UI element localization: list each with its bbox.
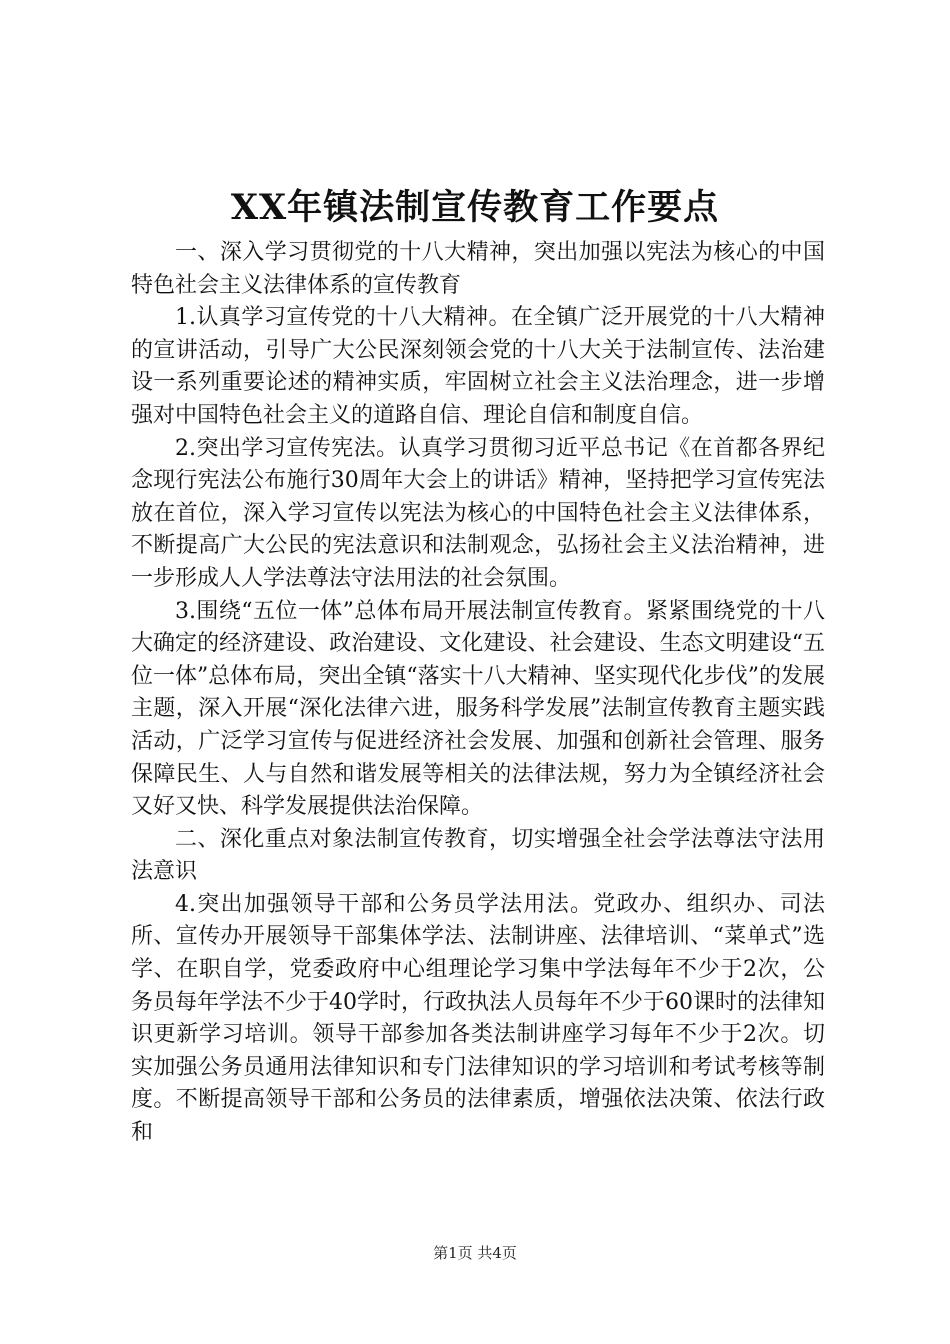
section-heading-1: 一、深入学习贯彻党的十八大精神，突出加强以宪法为核心的中国特色社会主义法律体系的宣传教育 [131,240,825,298]
paragraph-item-2: 2.突出学习宣传宪法。认真学习贯彻习近平总书记《在首都各界纪念现行宪法公布施行30周年大会上的讲话》精神，坚持把学习宣传宪法放在首位，深入学习宣传以宪法为核心的中国特色社会主义法律体系，不断提高广大公民的宪法意识和法制观念，弘扬社会主义法治精神，进一步形成人人学法尊法守法用法的社会氛围。 [131,435,825,591]
document-title: XX年镇法制宣传教育工作要点 [230,187,720,228]
paragraph-item-3: 3.围绕“五位一体”总体布局开展法制宣传教育。紧紧围绕党的十八大确定的经济建设、政治建设、文化建设、社会建设、生态文明建设“五位一体”总体布局，突出全镇“落实十八大精神、坚实现代化步伐”的发展主题，深入开展“深化法律六进，服务科学发展”法制宣传教育主题实践活动，广泛学习宣传与促进经济社会发展、加强和创新社会管理、服务保障民生、人与自然和谐发展等相关的法律法规，努力为全镇经济社会又好又快、科学发展提供法治保障。 [131,598,825,820]
section-heading-2: 二、深化重点对象法制宣传教育，切实增强全社会学法尊法守法用法意识 [131,826,825,885]
paragraph-item-1: 1.认真学习宣传党的十八大精神。在全镇广泛开展党的十八大精神的宣讲活动，引导广大公民深刻领会党的十八大关于法制宣传、法治建设一系列重要论述的精神实质，牢固树立社会主义法治理念，进一步增强对中国特色社会主义的道路自信、理论自信和制度自信。 [131,305,825,428]
paragraph-item-4: 4.突出加强领导干部和公务员学法用法。党政办、组织办、司法所、宣传办开展领导干部集体学法、法制讲座、法律培训、“菜单式”选学、在职自学，党委政府中心组理论学习集中学法每年不少于2次，公务员每年学法不少于40学时，行政执法人员每年不少于60课时的法律知识更新学习培训。领导干部参加各类法制讲座学习每年不少于2次。切实加强公务员通用法律知识和专门法律知识的学习培训和考试考核等制度。不断提高领导干部和公务员的法律素质，增强依法决策、依法行政和 [131,891,825,1146]
page-number-footer: 第1页 共4页 [433,1244,517,1262]
document-body [131,237,825,1150]
